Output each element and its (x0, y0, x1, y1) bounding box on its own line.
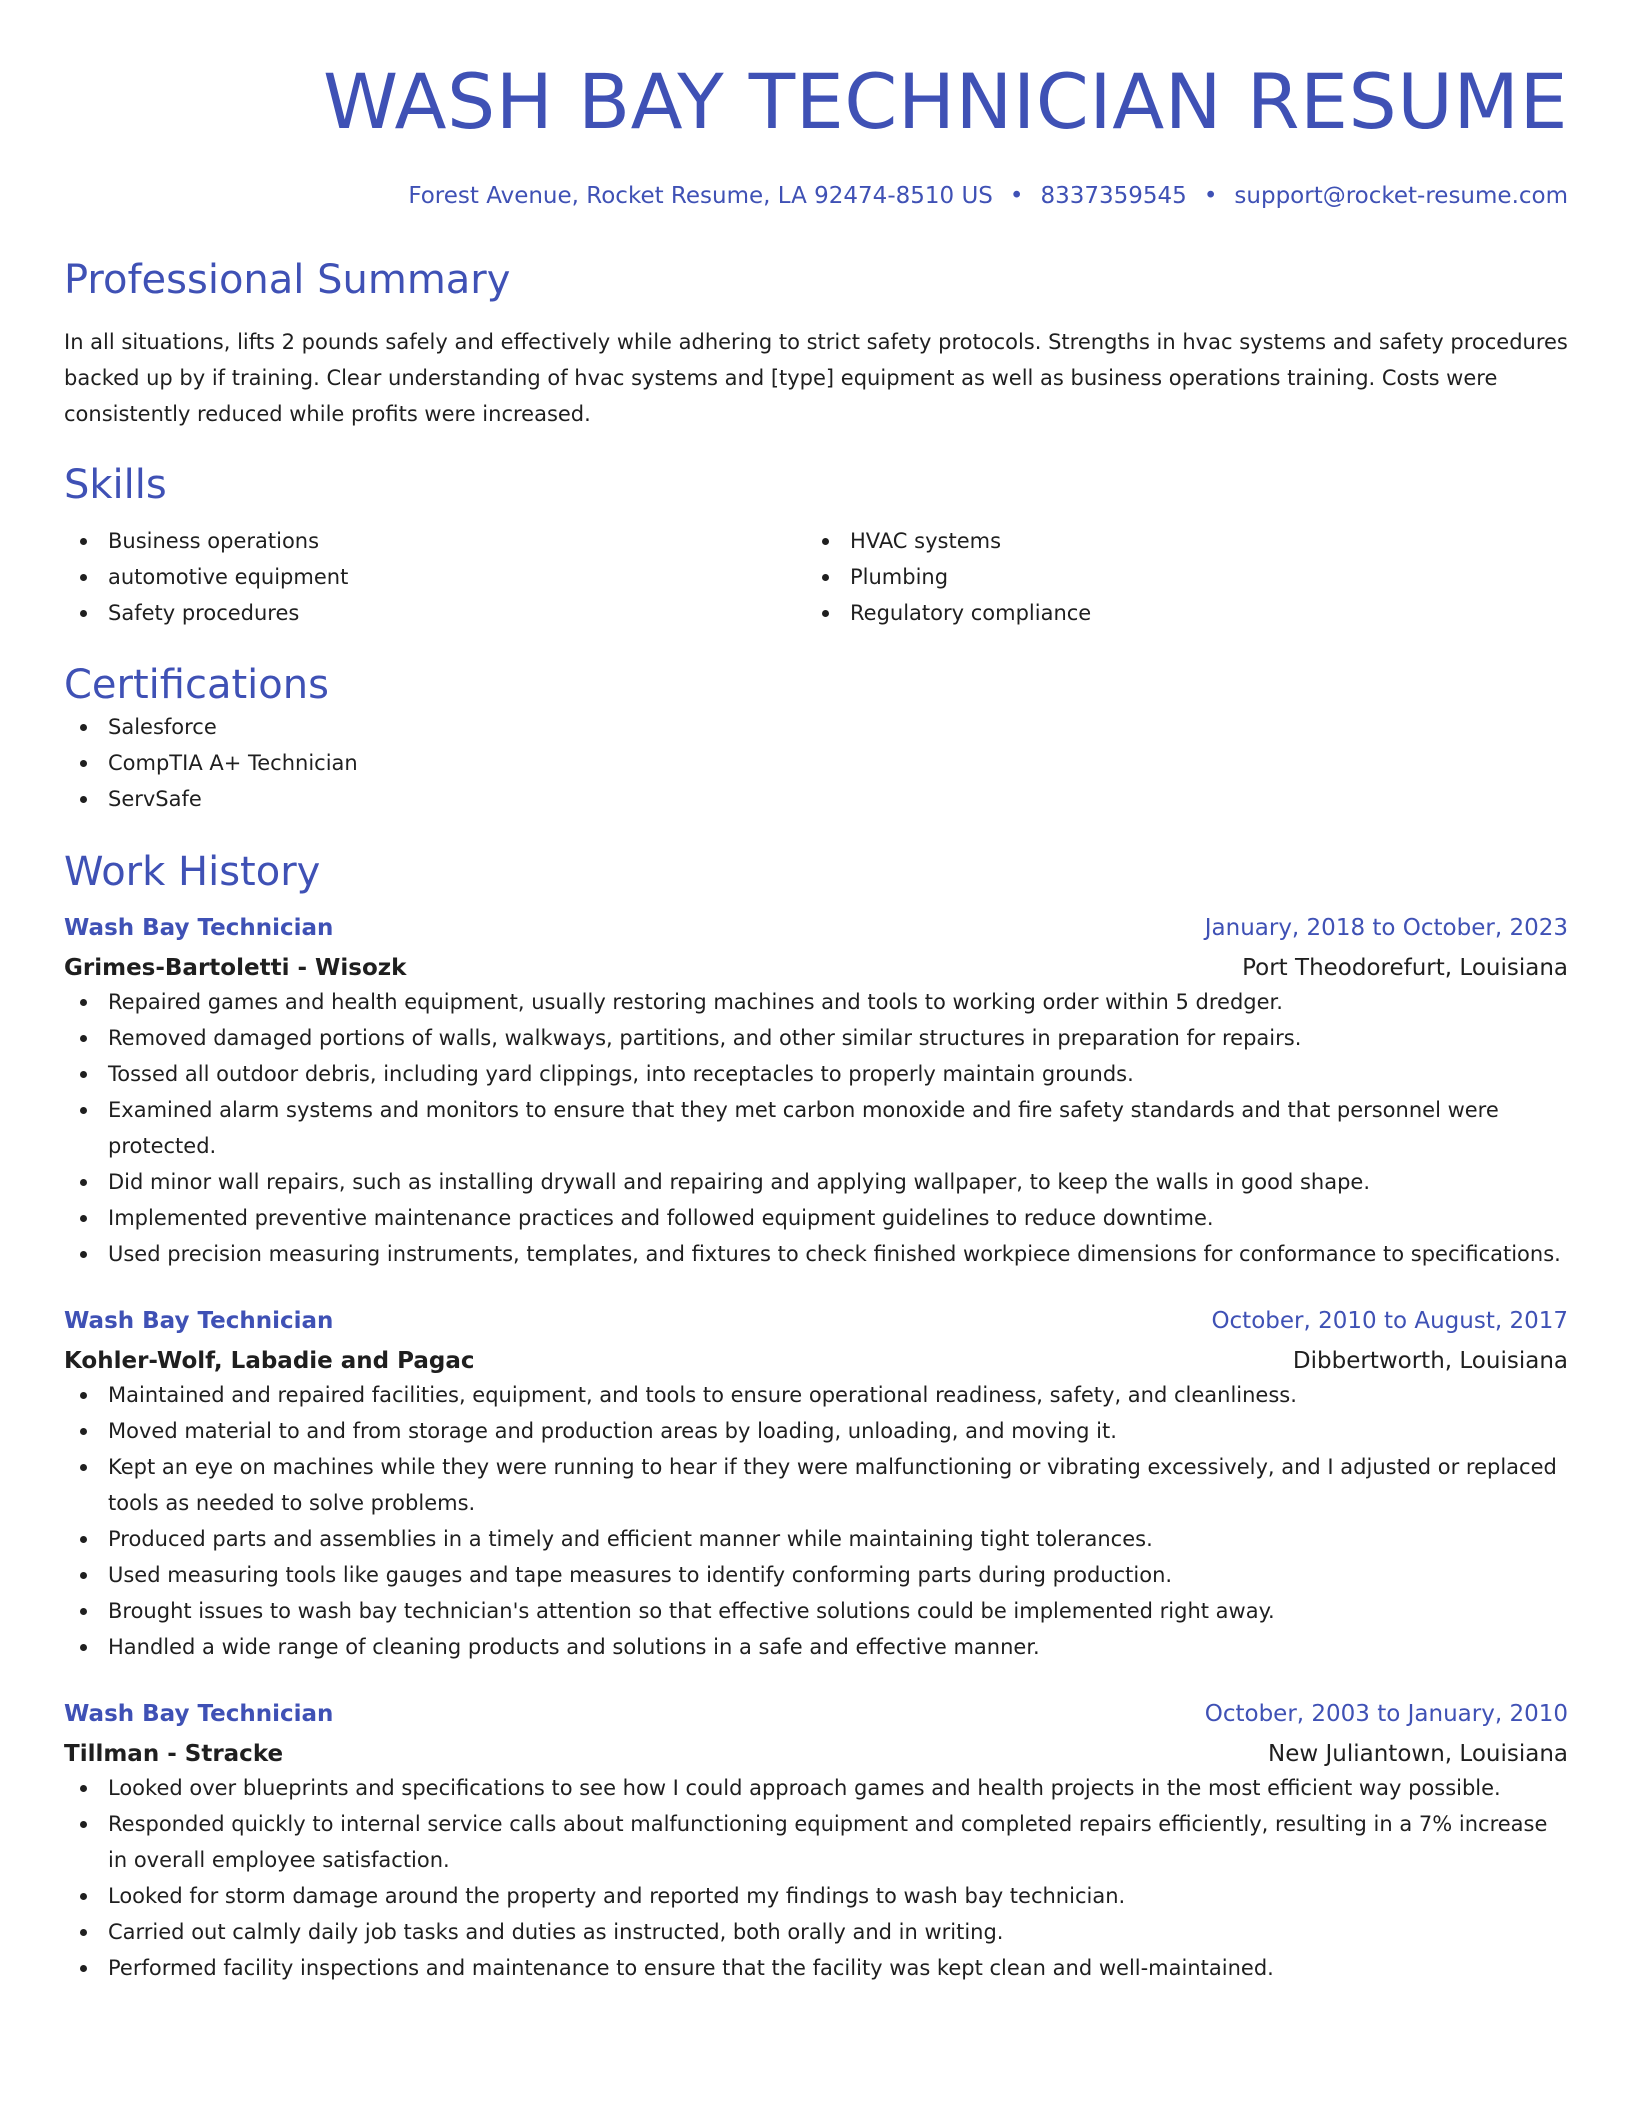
job-duty: Handled a wide range of cleaning products and solutions in a safe and effective manner. (64, 1629, 1568, 1665)
certifications-heading: Certifications (64, 662, 329, 708)
skill-item: HVAC systems (806, 523, 1548, 559)
job-company: Grimes-Bartoletti - Wisozk (64, 955, 407, 981)
job-duty: Implemented preventive maintenance practices and followed equipment guidelines to reduce downtime. (64, 1200, 1568, 1236)
contact-line (64, 180, 1568, 212)
contact-email[interactable]: support@rocket-resume.com (1234, 183, 1568, 209)
skill-item: Plumbing (806, 559, 1548, 595)
work-history-heading: Work History (64, 849, 321, 895)
contact-separator: • (1009, 183, 1024, 209)
skills-heading: Skills (64, 462, 167, 508)
contact-address: Forest Avenue, Rocket Resume, LA 92474-8510 US (408, 183, 993, 209)
job-dates: January, 2018 to October, 2023 (1204, 915, 1568, 941)
job-entry (64, 912, 1568, 1272)
certification-item: CompTIA A+ Technician (64, 745, 1568, 781)
job-duty: Performed facility inspections and maintenance to ensure that the facility was kept clean and well-maintained. (64, 1950, 1568, 1986)
job-duty: Looked over blueprints and specifications to see how I could approach games and health projects in the most efficient way possible. (64, 1770, 1568, 1806)
certifications-list (64, 709, 1568, 817)
job-company: Kohler-Wolf, Labadie and Pagac (64, 1348, 475, 1374)
certification-item: Salesforce (64, 709, 1568, 745)
summary-heading: Professional Summary (64, 257, 511, 303)
skills-column-left (64, 523, 806, 631)
skill-item: Safety procedures (64, 595, 806, 631)
job-dates: October, 2003 to January, 2010 (1204, 1701, 1568, 1727)
job-location: Port Theodorefurt, Louisiana (1242, 955, 1568, 981)
job-company: Tillman - Stracke (64, 1741, 284, 1767)
job-location: Dibbertworth, Louisiana (1292, 1348, 1568, 1374)
job-duty: Did minor wall repairs, such as installing drywall and repairing and applying wallpaper, to keep the walls in good shape. (64, 1164, 1568, 1200)
job-entry (64, 1698, 1568, 1986)
job-duty: Moved material to and from storage and production areas by loading, unloading, and moving it. (64, 1413, 1568, 1449)
job-location: New Juliantown, Louisiana (1268, 1741, 1568, 1767)
job-duty: Responded quickly to internal service calls about malfunctioning equipment and completed repairs efficiently, resulting in a 7% increase in overall employee satisfaction. (64, 1806, 1568, 1878)
skills-column-right (806, 523, 1548, 631)
job-entry (64, 1305, 1568, 1665)
skill-item: Regulatory compliance (806, 595, 1548, 631)
job-duty: Looked for storm damage around the property and reported my findings to wash bay technician. (64, 1878, 1568, 1914)
certification-item: ServSafe (64, 781, 1568, 817)
contact-phone[interactable]: 8337359545 (1040, 183, 1187, 209)
job-duties-list (64, 1770, 1568, 1986)
job-duty: Used measuring tools like gauges and tape measures to identify conforming parts during production. (64, 1557, 1568, 1593)
summary-text: In all situations, lifts 2 pounds safely and effectively while adhering to strict safety protocols. Strengths in hvac systems and safety procedures backed up by if training. Clear understanding of hvac systems and [type] equipment as well as business operations training. Costs were consistently reduced while profits were increased. (64, 330, 1568, 426)
skill-item: automotive equipment (64, 559, 806, 595)
job-duty: Repaired games and health equipment, usually restoring machines and tools to working order within 5 dredger. (64, 984, 1568, 1020)
job-duty: Removed damaged portions of walls, walkways, partitions, and other similar structures in preparation for repairs. (64, 1020, 1568, 1056)
job-duties-list (64, 984, 1568, 1272)
job-duty: Tossed all outdoor debris, including yard clippings, into receptacles to properly maintain grounds. (64, 1056, 1568, 1092)
job-duty: Maintained and repaired facilities, equipment, and tools to ensure operational readiness, safety, and cleanliness. (64, 1377, 1568, 1413)
job-role: Wash Bay Technician (64, 1701, 334, 1727)
job-dates: October, 2010 to August, 2017 (1211, 1308, 1568, 1334)
job-duty: Used precision measuring instruments, templates, and fixtures to check finished workpiece dimensions for conformance to specifications. (64, 1236, 1568, 1272)
job-duty: Produced parts and assemblies in a timely and efficient manner while maintaining tight tolerances. (64, 1521, 1568, 1557)
job-duty: Carried out calmly daily job tasks and duties as instructed, both orally and in writing. (64, 1914, 1568, 1950)
contact-separator: • (1203, 183, 1218, 209)
job-duties-list (64, 1377, 1568, 1665)
job-duty: Examined alarm systems and monitors to ensure that they met carbon monoxide and fire safety standards and that personnel were protected. (64, 1092, 1568, 1164)
job-duty: Kept an eye on machines while they were running to hear if they were malfunctioning or vibrating excessively, and I adjusted or replaced tools as needed to solve problems. (64, 1449, 1568, 1521)
resume-title: WASH BAY TECHNICIAN RESUME (322, 57, 1568, 146)
job-role: Wash Bay Technician (64, 1308, 334, 1334)
resume-page (64, 0, 1568, 1986)
skill-item: Business operations (64, 523, 806, 559)
skills-grid (64, 523, 1568, 631)
job-role: Wash Bay Technician (64, 915, 334, 941)
job-duty: Brought issues to wash bay technician's attention so that effective solutions could be implemented right away. (64, 1593, 1568, 1629)
